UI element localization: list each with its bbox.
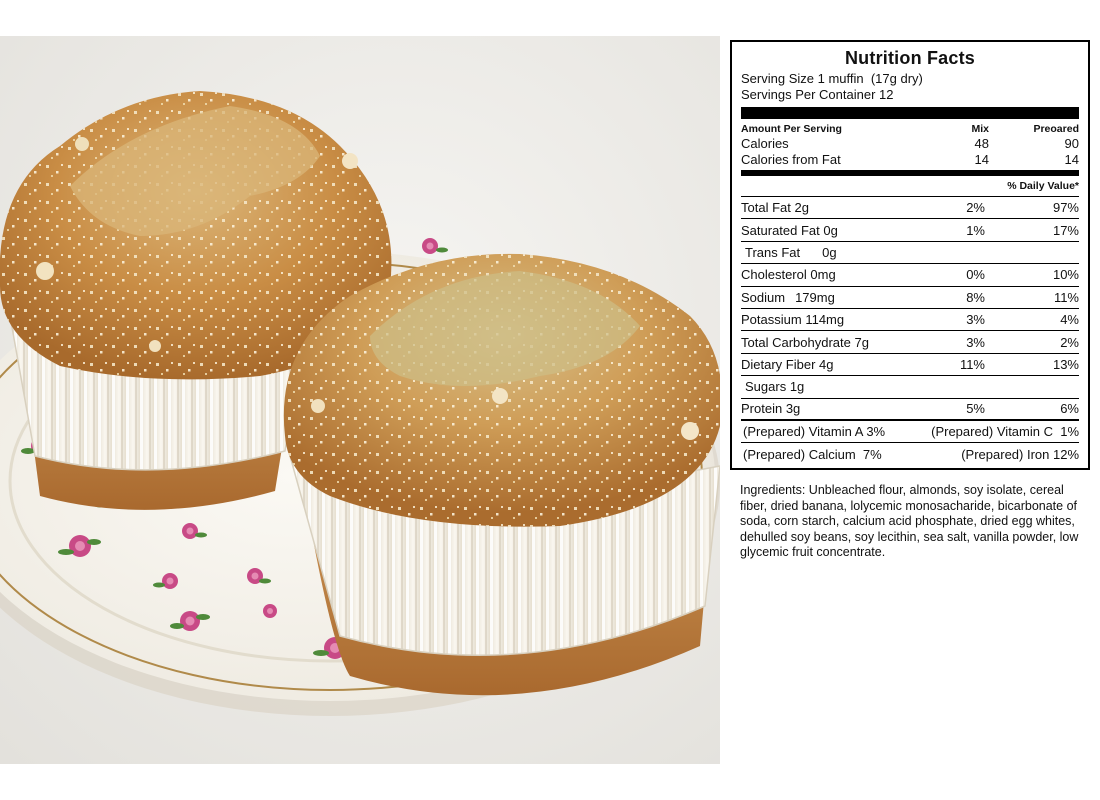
- nutrient-prepared-dv: 17%: [1052, 222, 1079, 238]
- nutrient-label: Potassium 114mg: [741, 312, 845, 328]
- vitamin-row: [741, 421, 1079, 443]
- nutrient-row-dietary-fiber: [741, 354, 1079, 376]
- nutrient-label: Dietary Fiber 4g: [741, 356, 834, 372]
- nutrient-mix-dv: 1%: [966, 222, 985, 238]
- serving-size: [741, 71, 1079, 87]
- nutrition-facts-panel: [730, 40, 1090, 470]
- calories-from-fat-mix: 14: [974, 152, 989, 167]
- nutrient-mix-dv: 3%: [966, 312, 985, 328]
- calories-row: [741, 136, 1079, 152]
- servings-per-container-value: 12: [879, 87, 894, 102]
- servings-per-container-label: Servings Per Container: [741, 87, 876, 102]
- nutrient-label: Sugars 1g: [745, 379, 805, 395]
- vitamin-c: (Prepared) Vitamin C 1%: [931, 424, 1079, 440]
- serving-size-value: 1 muffin (17g dry): [817, 71, 923, 86]
- ingredients-text: Ingredients: Unbleached flour, almonds, soy isolate, cereal fiber, dried banana, lolycemic monosacharide, bicarbonate of soda, corn starch, calcium acid phosphate, dried egg whites, dehulled soy beans, soy lecithin, sea salt, vanilla powder, low glycemic fruit concentrate.: [740, 483, 1079, 560]
- servings-per-container: [741, 87, 1079, 103]
- nutrient-prepared-dv: 10%: [1052, 267, 1079, 283]
- calories-mix: 48: [974, 136, 989, 151]
- nutrient-prepared-dv: 97%: [1052, 200, 1079, 216]
- divider-medium: [741, 170, 1079, 176]
- nutrition-title: Nutrition Facts: [844, 48, 975, 68]
- vitamin-a: (Prepared) Vitamin A 3%: [743, 424, 886, 440]
- nutrient-prepared-dv: 4%: [1060, 312, 1079, 328]
- calories-from-fat-prepared: 14: [1064, 152, 1079, 167]
- nutrient-prepared-dv: 11%: [1053, 289, 1079, 305]
- calories-label: Calories: [741, 136, 789, 151]
- nutrient-row-sodium: [741, 287, 1079, 309]
- amount-header-row: [741, 122, 1079, 136]
- nutrient-row-sugars: [741, 376, 1079, 398]
- calcium: (Prepared) Calcium 7%: [743, 446, 882, 462]
- nutrient-label: Total Carbohydrate 7g: [741, 334, 869, 350]
- nutrient-prepared-dv: 2%: [1060, 334, 1079, 350]
- nutrient-row-total-carbohydrate: [741, 331, 1079, 353]
- nutrient-mix-dv: 0%: [966, 267, 985, 283]
- iron: (Prepared) Iron 12%: [961, 446, 1079, 462]
- nutrient-label: Saturated Fat 0g: [741, 222, 838, 238]
- nutrient-label: Cholesterol 0mg: [741, 267, 836, 283]
- nutrient-label: Protein 3g: [741, 401, 801, 417]
- amount-per-serving-label: Amount Per Serving: [741, 123, 842, 135]
- column-mix-header: Mix: [971, 123, 989, 135]
- column-prepared-header: Preoared: [1033, 123, 1079, 135]
- nutrient-mix-dv: 3%: [966, 334, 985, 350]
- nutrient-mix-dv: 8%: [966, 289, 985, 305]
- nutrient-row-cholesterol: [741, 264, 1079, 286]
- daily-value-header: % Daily Value*: [741, 178, 1079, 197]
- muffin-right: [284, 254, 720, 695]
- calories-prepared: 90: [1064, 136, 1079, 151]
- nutrient-mix-dv: 11%: [959, 356, 985, 372]
- nutrient-mix-dv: 5%: [966, 401, 985, 417]
- mineral-row: [741, 443, 1079, 465]
- calories-from-fat-row: [741, 152, 1079, 168]
- calories-from-fat-label: Calories from Fat: [741, 152, 841, 167]
- nutrient-prepared-dv: 13%: [1052, 356, 1079, 372]
- nutrient-row-saturated-fat: [741, 219, 1079, 241]
- nutrient-row-trans-fat: [741, 242, 1079, 264]
- nutrient-row-protein: [741, 399, 1079, 421]
- serving-size-label: Serving Size: [741, 71, 814, 86]
- divider-thick: [741, 107, 1079, 119]
- nutrient-row-total-fat: [741, 197, 1079, 219]
- nutrient-prepared-dv: 6%: [1060, 401, 1079, 417]
- nutrient-label: Trans Fat 0g: [745, 244, 837, 260]
- muffin-photo: [0, 36, 720, 764]
- nutrient-row-potassium: [741, 309, 1079, 331]
- muffin-illustration: [0, 36, 720, 764]
- nutrient-label: Total Fat 2g: [741, 200, 809, 216]
- nutrient-mix-dv: 2%: [966, 200, 985, 216]
- nutrient-label: Sodium 179mg: [741, 289, 835, 305]
